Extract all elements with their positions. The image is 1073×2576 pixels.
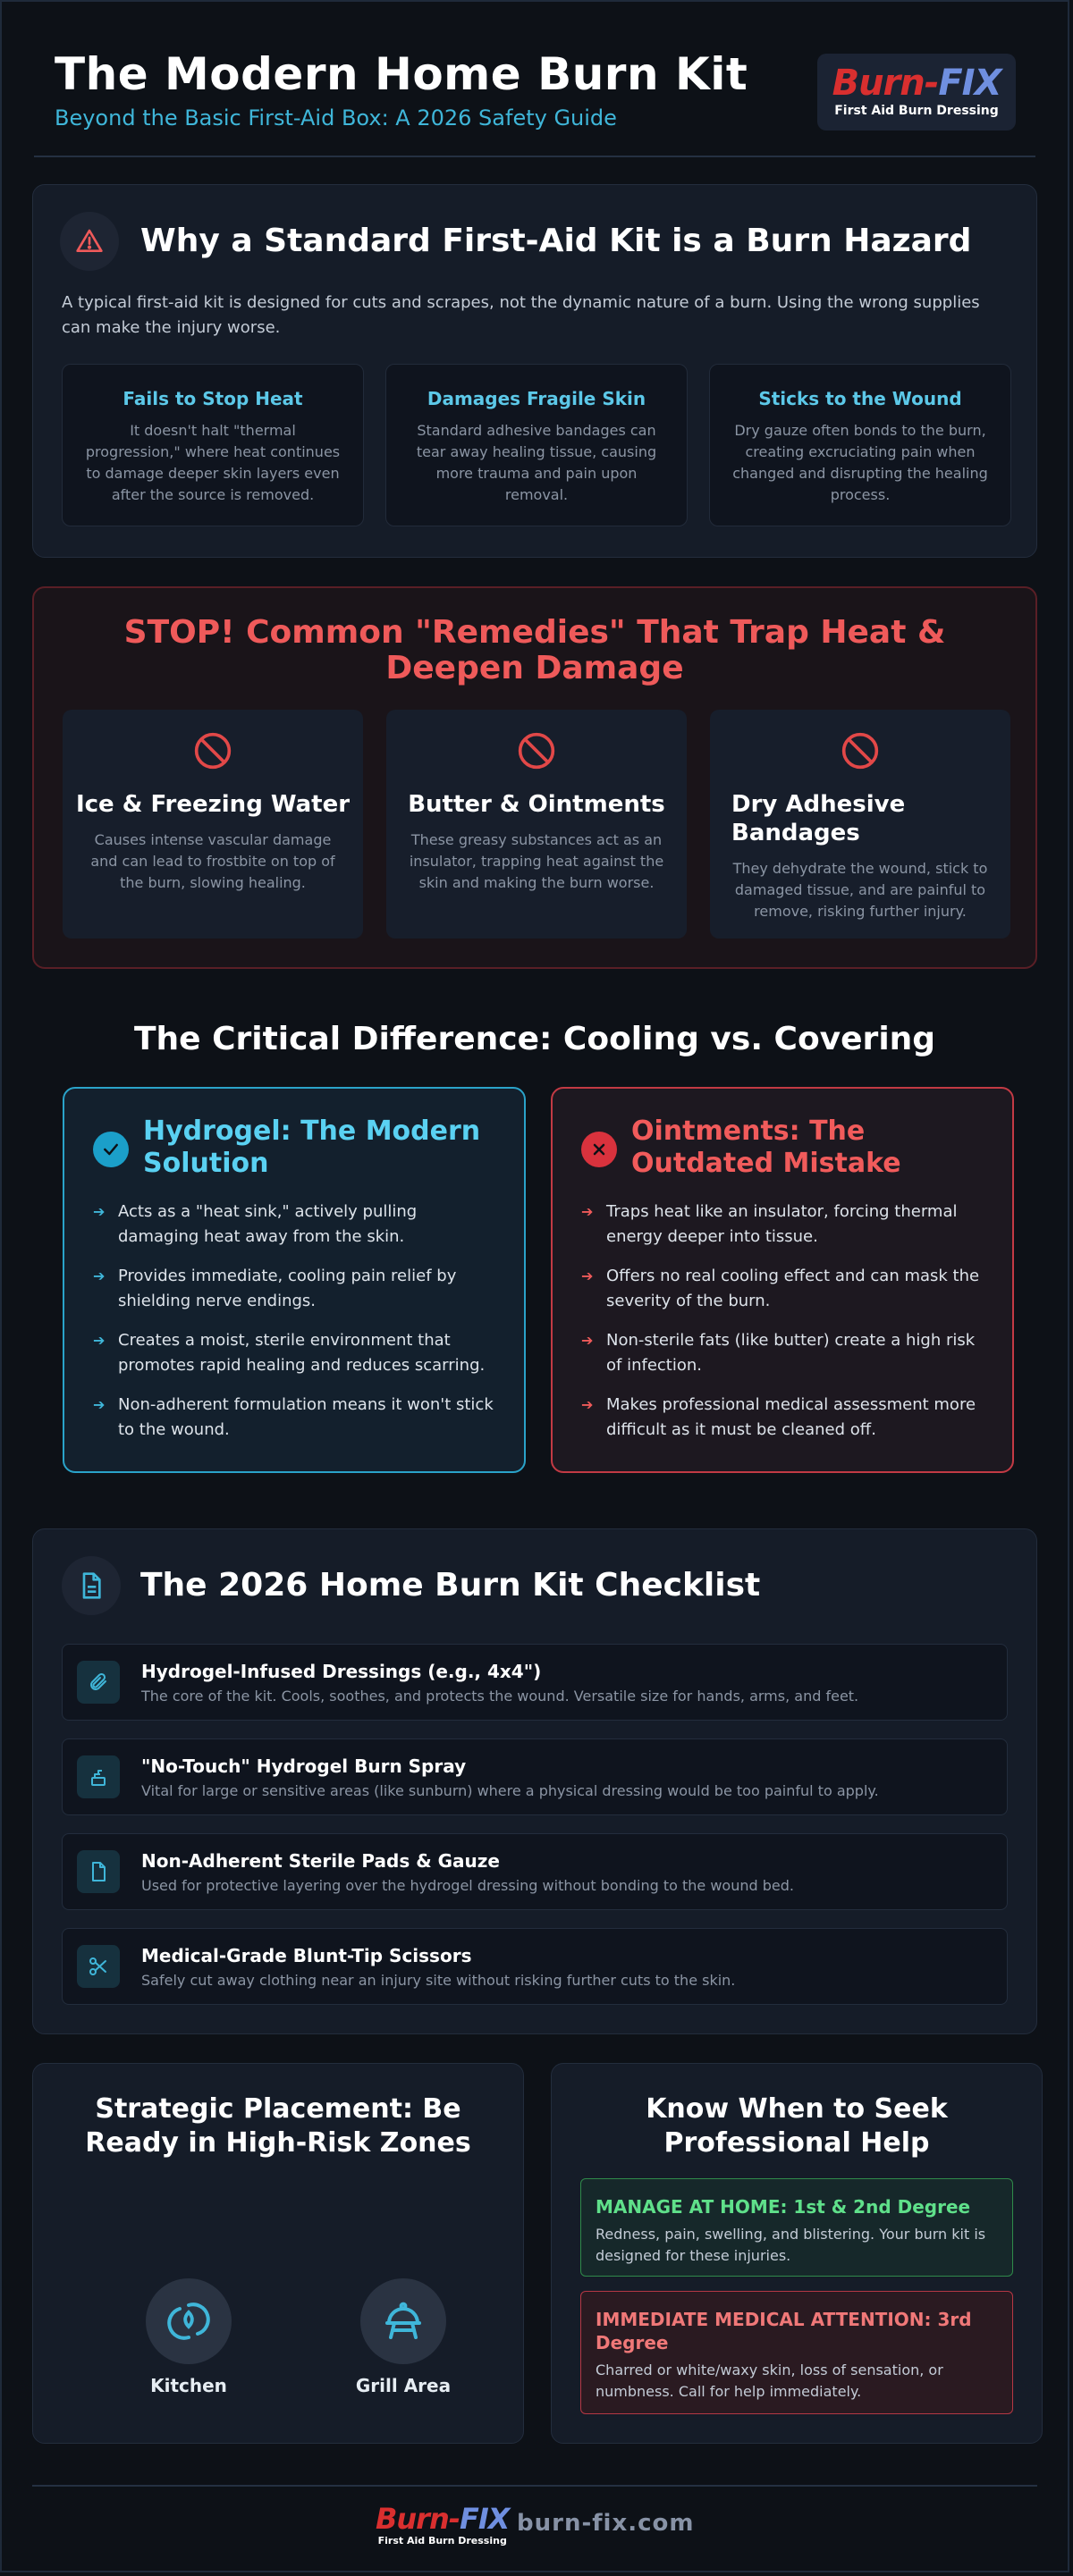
list-item: ➔ Non-adherent formulation means it won't stick to the wound. — [93, 1393, 503, 1443]
page-subtitle: Beyond the Basic First-Aid Box: A 2026 Safety Guide — [55, 105, 617, 130]
checklist-item — [62, 1738, 1008, 1815]
remedy-text: They dehydrate the wound, stick to damaged tissue, and are painful to remove, risking further injury. — [732, 860, 988, 920]
checklist-item-title: "No-Touch" Hydrogel Burn Spray — [141, 1755, 467, 1777]
checklist-item-text: Used for protective layering over the hydrogel dressing without bonding to the wound bed. — [141, 1877, 794, 1894]
footer-logo-fix: FIX — [460, 2502, 510, 2536]
check-icon — [93, 1132, 129, 1167]
hydrogel-points — [93, 1200, 503, 1457]
prohibited-icon — [517, 731, 556, 770]
logo-burn-text: Burn- — [832, 63, 939, 104]
arrow-icon: ➔ — [93, 1396, 106, 1413]
hazard-card-text: Dry gauze often bonds to the burn, creating excruciating pain when changed and disrupting the healing process. — [732, 422, 988, 503]
header — [34, 2, 1035, 157]
placement-card — [32, 2063, 524, 2444]
hazard-card — [385, 364, 688, 526]
logo-tagline: First Aid Burn Dressing — [834, 104, 999, 118]
zone-kitchen — [117, 2278, 260, 2396]
footer-logo — [376, 2503, 509, 2547]
hazard-intro: A typical first-aid kit is designed for cuts and scrapes, not the dynamic nature of a burn. Using the wrong supplies can make the injury worse. — [62, 293, 980, 337]
page-title: The Modern Home Burn Kit — [55, 48, 748, 100]
remedy-card — [386, 710, 687, 939]
hazard-card — [709, 364, 1011, 526]
medical-attention-title: IMMEDIATE MEDICAL ATTENTION: 3rd Degree — [596, 2309, 972, 2353]
remedy-title: Ice & Freezing Water — [75, 791, 351, 818]
list-item: ➔ Acts as a "heat sink," actively pulling damaging heat away from the skin. — [93, 1200, 503, 1250]
hazard-card-title: Sticks to the Wound — [758, 388, 962, 409]
warning-icon — [60, 212, 119, 271]
checklist-title: The 2026 Home Burn Kit Checklist — [140, 1567, 761, 1604]
zone-grill — [332, 2278, 475, 2396]
remedy-card — [710, 710, 1010, 939]
paperclip-icon — [77, 1661, 120, 1704]
remedies-section — [32, 586, 1037, 969]
list-item: ➔ Offers no real cooling effect and can mask the severity of the burn. — [581, 1264, 991, 1314]
placement-title: Strategic Placement: Be Ready in High-Risk Zones — [85, 2093, 471, 2159]
hydrogel-title: Hydrogel: The Modern Solution — [143, 1115, 481, 1179]
file-icon — [77, 1850, 120, 1893]
scissors-icon — [77, 1945, 120, 1988]
remedy-text: Causes intense vascular damage and can lead to frostbite on top of the burn, slowing healing. — [90, 831, 335, 891]
remedies-title: STOP! Common "Remedies" That Trap Heat & Deepen Damage — [123, 614, 946, 686]
difference-title: The Critical Difference: Cooling vs. Covering — [133, 1021, 936, 1057]
arrow-icon: ➔ — [93, 1267, 106, 1284]
hazard-card-title: Damages Fragile Skin — [427, 388, 646, 409]
checklist-item-title: Hydrogel-Infused Dressings (e.g., 4x4") — [141, 1661, 542, 1682]
hazard-card-text: It doesn't halt "thermal progression," where heat continues to damage deeper skin layers even after the source is removed. — [85, 422, 341, 503]
remedy-text: These greasy substances act as an insulator, trapping heat against the skin and making the burn worse. — [409, 831, 664, 891]
checklist-item — [62, 1644, 1008, 1721]
list-item: ➔ Creates a moist, sterile environment that promotes rapid healing and reduces scarring. — [93, 1328, 503, 1378]
zone-label: Kitchen — [150, 2375, 227, 2396]
hazard-section — [32, 184, 1037, 558]
checklist-item — [62, 1928, 1008, 2005]
checklist-item-text: The core of the kit. Cools, soothes, and protects the wound. Versatile size for hands, arms, and feet. — [141, 1688, 859, 1705]
footer-logo-burn: Burn- — [376, 2502, 460, 2536]
document-icon — [62, 1556, 121, 1615]
help-card — [551, 2063, 1043, 2444]
zone-label: Grill Area — [355, 2375, 452, 2396]
remedy-title: Butter & Ointments — [408, 791, 665, 818]
list-item: ➔ Traps heat like an insulator, forcing thermal energy deeper into tissue. — [581, 1200, 991, 1250]
footer-url[interactable]: burn-fix.com — [517, 2510, 695, 2537]
prohibited-icon — [841, 731, 880, 770]
spray-icon — [77, 1755, 120, 1798]
grill-icon — [360, 2278, 446, 2364]
arrow-icon: ➔ — [93, 1332, 106, 1349]
x-icon — [581, 1132, 617, 1167]
remedy-title: Dry Adhesive Bandages — [731, 791, 906, 846]
hazard-card — [62, 364, 364, 526]
checklist-item-text: Safely cut away clothing near an injury site without risking further cuts to the skin. — [141, 1972, 736, 1989]
list-item: ➔ Non-sterile fats (like butter) create a high risk of infection. — [581, 1328, 991, 1378]
checklist-item-title: Medical-Grade Blunt-Tip Scissors — [141, 1945, 472, 1966]
ointments-title: Ointments: The Outdated Mistake — [631, 1115, 901, 1179]
medical-attention-box — [580, 2291, 1013, 2414]
home-care-text: Redness, pain, swelling, and blistering. Your burn kit is designed for these injuries. — [596, 2226, 986, 2264]
list-item: ➔ Makes professional medical assessment more difficult as it must be cleaned off. — [581, 1393, 991, 1443]
footer-divider — [32, 2485, 1037, 2487]
home-care-title: MANAGE AT HOME: 1st & 2nd Degree — [596, 2196, 971, 2218]
prohibited-icon — [193, 731, 232, 770]
ointments-points — [581, 1200, 991, 1457]
checklist-item-text: Vital for large or sensitive areas (like sunburn) where a physical dressing would be too painful to apply. — [141, 1782, 879, 1799]
checklist-section — [32, 1528, 1037, 2034]
hazard-title: Why a Standard First-Aid Kit is a Burn Hazard — [140, 223, 972, 259]
home-care-box — [580, 2178, 1013, 2277]
arrow-icon: ➔ — [581, 1203, 594, 1220]
brand-logo — [817, 54, 1016, 130]
hydrogel-card — [63, 1087, 526, 1473]
logo-fix-text: FIX — [938, 63, 1001, 104]
remedy-card — [63, 710, 363, 939]
ointments-card — [551, 1087, 1014, 1473]
hazard-card-title: Fails to Stop Heat — [123, 388, 303, 409]
arrow-icon: ➔ — [581, 1267, 594, 1284]
footer-logo-tagline: First Aid Burn Dressing — [377, 2535, 507, 2547]
hazard-card-text: Standard adhesive bandages can tear away healing tissue, causing more trauma and pain upon removal. — [416, 422, 657, 503]
kitchen-icon — [146, 2278, 232, 2364]
arrow-icon: ➔ — [93, 1203, 106, 1220]
checklist-item — [62, 1833, 1008, 1910]
medical-attention-text: Charred or white/waxy skin, loss of sensation, or numbness. Call for help immediately. — [596, 2361, 943, 2400]
checklist-item-title: Non-Adherent Sterile Pads & Gauze — [141, 1850, 500, 1872]
list-item: ➔ Provides immediate, cooling pain relief by shielding nerve endings. — [93, 1264, 503, 1314]
arrow-icon: ➔ — [581, 1332, 594, 1349]
help-title: Know When to Seek Professional Help — [646, 2093, 948, 2159]
arrow-icon: ➔ — [581, 1396, 594, 1413]
